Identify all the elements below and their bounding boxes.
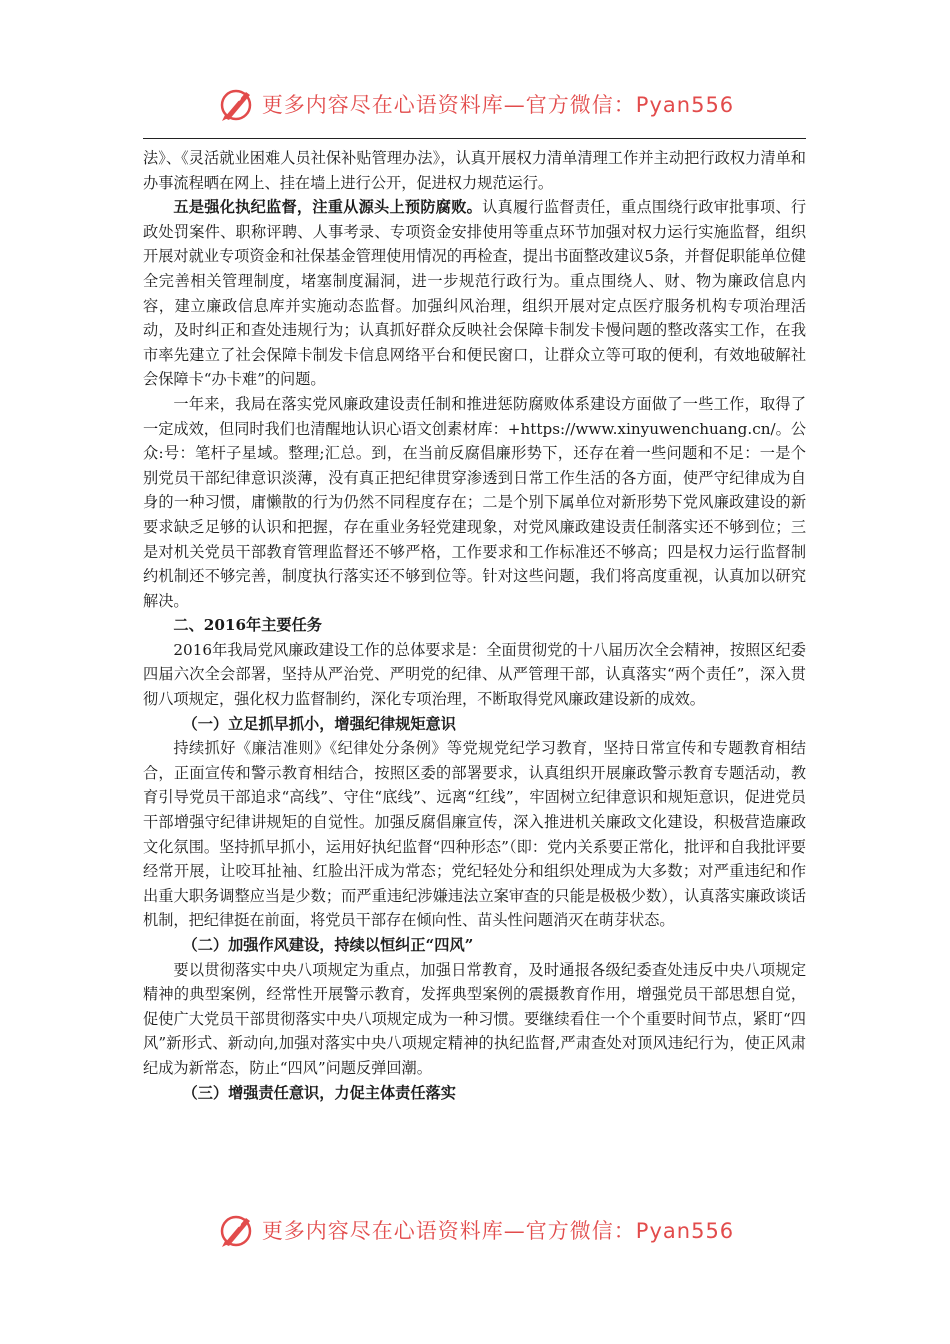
paragraph-4: 2016年我局党风廉政建设工作的总体要求是：全面贯彻党的十八届历次全会精神，按照区纪委四届六次全会部署，坚持从严治党、严明党的纪律、从严管理干部，认真落实“两个责任”，深入贯彻八项规定，强化权力监督制约，深化专项治理，不断取得党风廉政建设新的成效。 [143, 640, 806, 709]
paragraph-2-lead: 五是强化执纪监督，注重从源头上预防腐败。 [173, 198, 483, 217]
paragraph-2-text: 认真履行监督责任，重点围绕行政审批事项、行政处罚案件、职称评聘、人事考录、专项资金安排使用等重点环节加强对权力运行实施监督，组织开展对就业专项资金和社保基金管理使用情况的再检查，提出书面整改建议5条，并督促职能单位健全完善相关管理制度，堵塞制度漏洞，进一步规范行政行为。重点围绕人、财、物为廉政信息内容，建立廉政信息库并实施动态监督。加强纠风治理，组织开展对定点医疗服务机构专项治理活动，及时纠正和查处违规行为；认真抓好群众反映社会保障卡制发卡慢问题的整改落实工作，在我市率先建立了社会保障卡制发卡信息网络平台和便民窗口，让群众立等可取的便利，有效地破解社会保障卡“办卡难”的问题。 [143, 198, 807, 389]
paragraph-2 [143, 195, 806, 392]
paragraph-6: 要以贯彻落实中央八项规定为重点，加强日常教育，及时通报各级纪委查处违反中央八项规定精神的典型案例，经常性开展警示教育，发挥典型案例的震摄教育作用，增强党员干部思想自觉，促使广大党员干部贯彻落实中央八项规定成为一种习惯。要继续看住一个个重要时间节点，紧盯“四风”新形式、新动向,加强对落实中央八项规定精神的执纪监督,严肃查处对顶风违纪行为，使正风肃纪成为新常态，防止“四风”问题反弹回潮。 [143, 960, 806, 1077]
header-banner [0, 82, 950, 126]
header-rule [143, 138, 806, 139]
footer-banner-text: 更多内容尽在心语资料库—官方微信：Pyan556 [261, 1219, 735, 1243]
footer-banner [0, 1208, 950, 1252]
section-heading-2016-tasks: 二、2016年主要任务 [173, 616, 322, 635]
header-banner-text: 更多内容尽在心语资料库—官方微信：Pyan556 [261, 93, 735, 117]
pen-seal-logo-icon [216, 1210, 256, 1250]
paragraph-5: 持续抓好《廉洁准则》《纪律处分条例》等党规党纪学习教育，坚持日常宣传和专题教育相结合，正面宣传和警示教育相结合，按照区委的部署要求，认真组织开展廉政警示教育专题活动，教育引导党员干部追求“高线”、守住“底线”、远离“红线”，牢固树立纪律意识和规矩意识，促进党员干部增强守纪律讲规矩的自觉性。加强反腐倡廉宣传，深入推进机关廉政文化建设，积极营造廉政文化氛围。坚持抓早抓小，运用好执纪监督“四种形态”（即：党内关系要正常化，批评和自我批评要经常开展，让咬耳扯袖、红脸出汗成为常态；党纪轻处分和组织处理成为大多数；对严重违纪和作出重大职务调整应当是少数；而严重违纪涉嫌违法立案审查的只能是极极少数），认真落实廉政谈话机制，把纪律挺在前面，将党员干部存在倾向性、苗头性问题消灭在萌芽状态。 [143, 739, 806, 930]
paragraph-1: 法》、《灵活就业困难人员社保补贴管理办法》，认真开展权力清单清理工作并主动把行政权力清单和办事流程晒在网上、挂在墙上进行公开，促进权力规范运行。 [143, 149, 806, 192]
subsection-heading-1: （一）立足抓早抓小，增强纪律规矩意识 [182, 714, 456, 733]
subsection-heading-2: （二）加强作风建设，持续以恒纠正“四风” [182, 936, 474, 954]
subsection-heading-3: （三）增强责任意识，力促主体责任落实 [182, 1083, 456, 1102]
paragraph-3: 一年来，我局在落实党风廉政建设责任制和推进惩防腐败体系建设方面做了一些工作，取得了一定成效，但同时我们也清醒地认识心语文创素材库：+https://www.xinyuwenchuang.cn/。公众:号：笔杆子星域。整理;汇总。到，在当前反腐倡廉形势下，还存在着一些问题和不足：一是个别党员干部纪律意识淡薄，没有真正把纪律贯穿渗透到日常工作生活的各方面，使严守纪律成为自身的一种习惯，庸懒散的行为仍然不同程度存在；二是个别下属单位对新形势下党风廉政建设的新要求缺乏足够的认识和把握，存在重业务轻党建现象，对党风廉政建设责任制落实还不够到位；三是对机关党员干部教育管理监督还不够严格，工作要求和工作标准还不够高；四是权力运行监督制约机制还不够完善，制度执行落实还不够到位等。针对这些问题，我们将高度重视，认真加以研究解决。 [143, 394, 806, 610]
document-body [143, 146, 806, 1105]
pen-seal-logo-icon [216, 84, 256, 124]
